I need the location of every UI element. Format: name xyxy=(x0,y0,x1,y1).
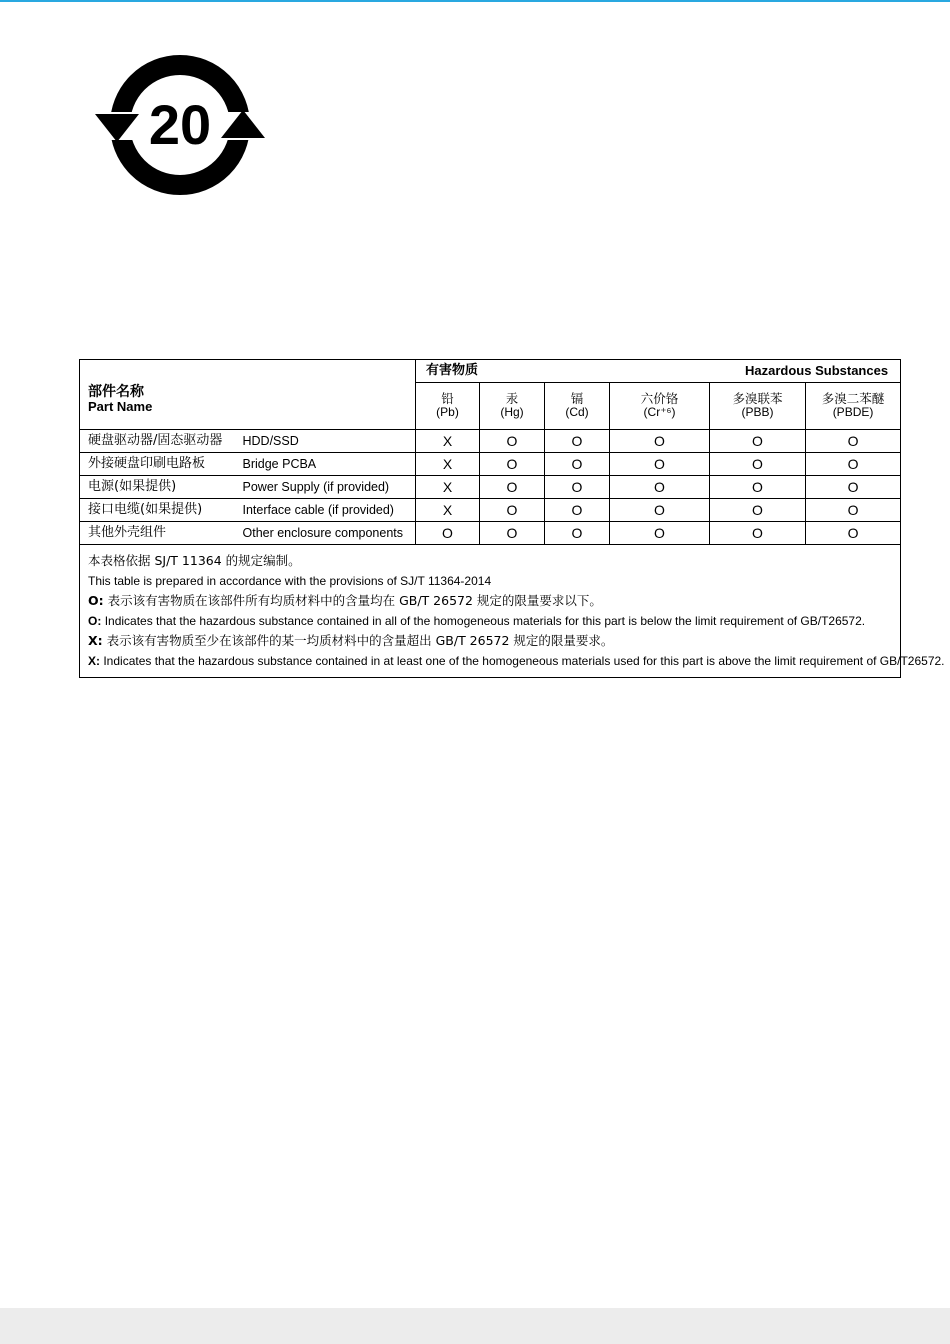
substance-symbol: (PBDE) xyxy=(832,405,874,420)
x-note-cn-text: 表示该有害物质至少在该部件的某一均质材料中的含量超出 GB/T 26572 规定的限量要求。 xyxy=(106,633,614,648)
table-row xyxy=(80,430,901,453)
o-note-label: O: xyxy=(88,593,104,608)
hazardous-substances-header-en: Hazardous Substances xyxy=(745,363,889,378)
substance-mark: O xyxy=(416,522,480,545)
table-row xyxy=(80,453,901,476)
part-name-header xyxy=(80,360,416,430)
substance-symbol: (Cd) xyxy=(565,405,589,420)
hazardous-substances-header xyxy=(416,360,901,383)
top-accent-rule xyxy=(0,0,950,2)
o-note-cn xyxy=(88,591,892,611)
substance-mark: O xyxy=(480,430,545,453)
x-note-en xyxy=(88,651,945,671)
o-note-label-en: O: xyxy=(88,614,102,628)
substance-symbol: (PBB) xyxy=(741,405,774,420)
substance-name-cn: 多溴联苯 xyxy=(732,390,783,406)
part-name-cn: 硬盘驱动器/固态驱动器 xyxy=(80,430,241,453)
substance-mark: O xyxy=(610,499,710,522)
x-note-label: X: xyxy=(88,633,103,648)
part-name-header-cn: 部件名称 xyxy=(88,383,144,400)
substance-header xyxy=(710,383,806,430)
part-name-cn: 接口电缆(如果提供) xyxy=(80,499,241,522)
standard-note-cn: 本表格依据 SJ/T 11364 的规定编制。 xyxy=(88,553,301,568)
part-name-cn: 其他外壳组件 xyxy=(80,522,241,545)
table-row xyxy=(80,476,901,499)
substance-symbol: (Pb) xyxy=(436,405,459,420)
table-row xyxy=(80,522,901,545)
substance-mark: O xyxy=(710,430,806,453)
substance-mark: O xyxy=(610,453,710,476)
table-row xyxy=(80,499,901,522)
substance-mark: O xyxy=(806,476,901,499)
x-note-cn xyxy=(88,631,892,651)
substance-mark: O xyxy=(806,453,901,476)
part-name-en: Other enclosure components xyxy=(241,522,416,545)
hazardous-substances-table xyxy=(79,359,945,678)
part-name-cn: 外接硬盘印刷电路板 xyxy=(80,453,241,476)
substance-mark: X xyxy=(416,499,480,522)
substance-mark: O xyxy=(806,430,901,453)
substance-header xyxy=(610,383,710,430)
standard-note-en: This table is prepared in accordance with the provisions of SJ/T 11364-2014 xyxy=(88,574,492,588)
substance-mark: O xyxy=(480,522,545,545)
part-name-en: Bridge PCBA xyxy=(241,453,416,476)
substance-mark: O xyxy=(710,522,806,545)
substance-mark: O xyxy=(710,453,806,476)
substance-name-cn: 汞 xyxy=(505,390,519,406)
hazardous-substances-header-cn: 有害物质 xyxy=(426,363,479,378)
substance-mark: X xyxy=(416,476,480,499)
substance-mark: O xyxy=(610,476,710,499)
part-name-cn: 电源(如果提供) xyxy=(80,476,241,499)
o-note-cn-text: 表示该有害物质在该部件所有均质材料中的含量均在 GB/T 26572 规定的限量要求以下。 xyxy=(107,593,602,608)
substance-header xyxy=(545,383,610,430)
substance-mark: O xyxy=(806,522,901,545)
substance-symbol: (Cr⁺⁶) xyxy=(643,405,676,420)
part-name-header-en: Part Name xyxy=(88,399,153,415)
substance-symbol: (Hg) xyxy=(500,405,524,420)
substance-mark: O xyxy=(610,430,710,453)
o-note-en-text: Indicates that the hazardous substance contained in all of the homogeneous materials for this part is below the limit requirement of GB/T26572. xyxy=(104,614,866,628)
table-notes xyxy=(80,545,945,678)
substance-mark: O xyxy=(710,499,806,522)
substance-mark: O xyxy=(480,499,545,522)
footer-band xyxy=(0,1308,950,1344)
substance-mark: O xyxy=(610,522,710,545)
substance-header xyxy=(806,383,901,430)
substance-mark: X xyxy=(416,430,480,453)
substance-mark: O xyxy=(545,522,610,545)
o-note-en xyxy=(88,611,892,631)
substance-mark: O xyxy=(710,476,806,499)
substance-mark: O xyxy=(545,499,610,522)
substance-mark: O xyxy=(545,453,610,476)
part-name-en: HDD/SSD xyxy=(241,430,416,453)
substance-mark: O xyxy=(545,430,610,453)
substance-name-cn: 多溴二苯醚 xyxy=(821,390,885,406)
epup-20-years-logo-icon xyxy=(92,50,268,200)
part-name-en: Power Supply (if provided) xyxy=(241,476,416,499)
substance-mark: O xyxy=(480,453,545,476)
substance-mark: X xyxy=(416,453,480,476)
substance-name-cn: 铅 xyxy=(441,390,454,406)
substance-name-cn: 镉 xyxy=(570,390,584,406)
substance-header xyxy=(416,383,480,430)
substance-mark: O xyxy=(545,476,610,499)
substance-name-cn: 六价铬 xyxy=(640,390,679,406)
part-name-en: Interface cable (if provided) xyxy=(241,499,416,522)
substance-mark: O xyxy=(480,476,545,499)
logo-label: 20 xyxy=(148,93,212,156)
substance-mark: O xyxy=(806,499,901,522)
substance-header xyxy=(480,383,545,430)
x-note-label-en: X: xyxy=(88,654,100,668)
x-note-en-text: Indicates that the hazardous substance contained in at least one of the homogeneous materials used for this part is above the limit requirement of GB/T26572. xyxy=(103,654,945,668)
